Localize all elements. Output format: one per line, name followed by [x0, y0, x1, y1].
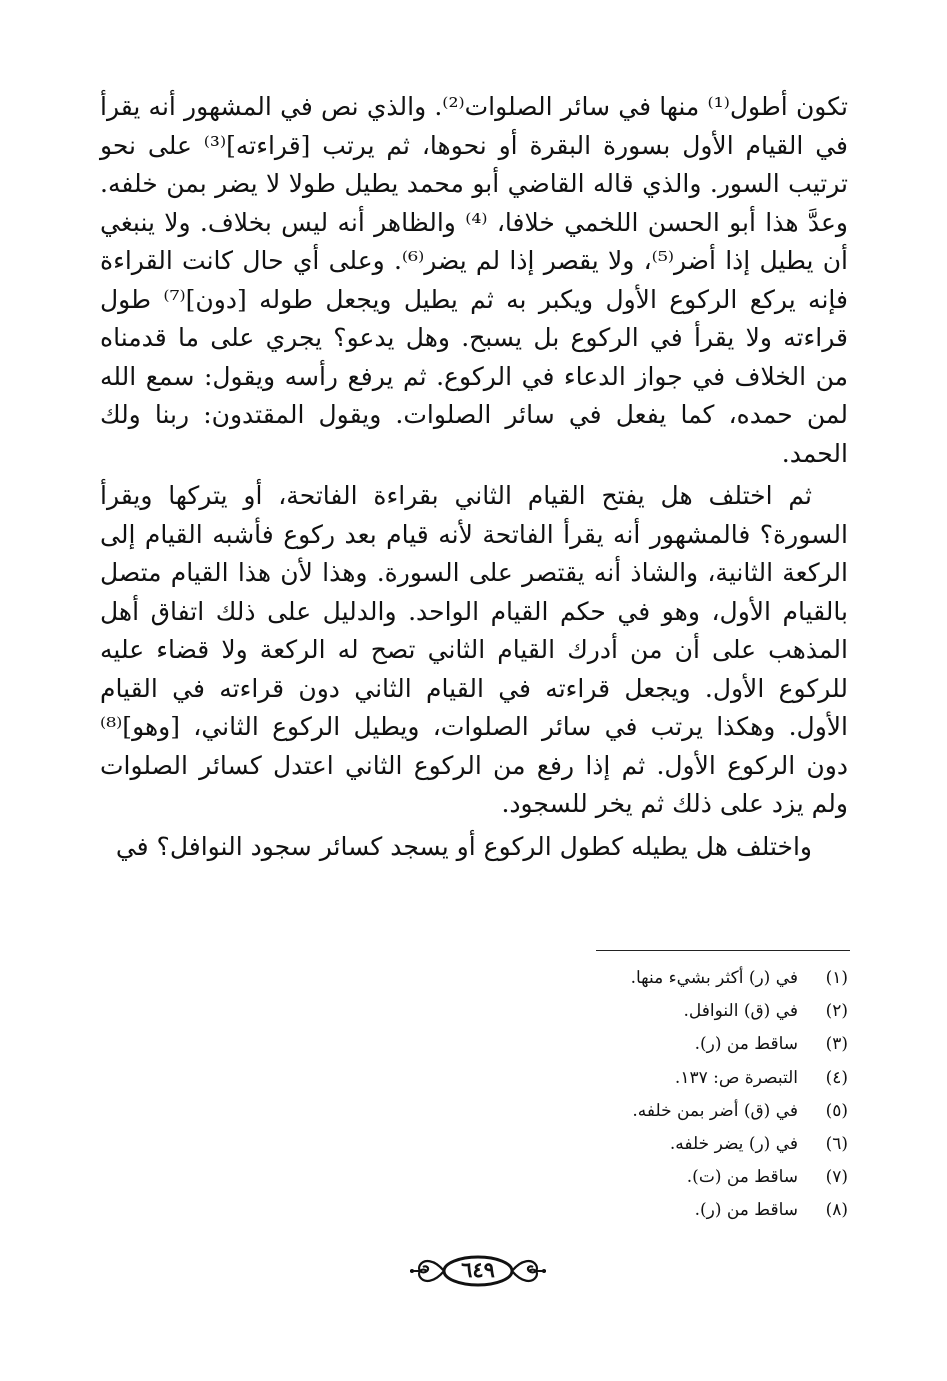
footnote-2: [300, 995, 848, 1028]
footnote-text: التبصرة ص: ١٣٧.: [674, 1067, 798, 1088]
footnote-number: (١): [825, 968, 848, 988]
footnote-number: (٦): [825, 1134, 848, 1155]
main-text: [100, 88, 848, 866]
paragraph-2: ثم اختلف هل يفتح القيام الثاني بقراءة الفاتحة، أو يتركها ويقرأ السورة؟ فالمشهور أنه يقرأ الفاتحة لأنه قيام بعد ركوع فأشبه القيام إلى الركعة الثانية، والشاذ أنه يقتصر على السورة. وهذا لأن هذا القيام متصل بالقيام الأول، وهو في حكم القيام الواحد. والدليل على ذلك اتفاق أهل المذهب على أن من أدرك القيام الثاني تصح له الركعة ولا قضاء عليه للركوع الأول. ويجعل قراءته في القيام الثاني دون قراءته في القيام الأول. وهكذا يرتب في سائر الصلوات، ويطيل الركوع الثاني، [وهو]⁽⁸⁾ دون الركوع الأول. ثم إذا رفع من الركوع الثاني اعتدل كسائر الصلوات ولم يزد على ذلك ثم يخر للسجود.: [100, 481, 848, 818]
footnote-number: (٧): [825, 1167, 848, 1188]
footnote-8: [300, 1194, 848, 1227]
footnote-number: (٨): [825, 1200, 848, 1221]
footnote-text: في (ق) أضر بمن خلفه.: [632, 1100, 798, 1121]
footnote-separator: [596, 950, 850, 951]
footnote-5: [300, 1095, 848, 1128]
footnote-text: في (ر) أكثر بشيء منها.: [630, 968, 798, 988]
footnote-number: (٢): [825, 1001, 848, 1022]
footnotes: [300, 962, 848, 1228]
paragraph-1: تكون أطول⁽¹⁾ منها في سائر الصلوات⁽²⁾. والذي نص في المشهور أنه يقرأ في القيام الأول بسورة البقرة أو نحوها، ثم يرتب [قراءته]⁽³⁾ على نحو ترتيب السور. والذي قاله القاضي أبو محمد يطيل طولا لا يضر بمن خلفه. وعدَّ هذا أبو الحسن اللخمي خلافا، ⁽⁴⁾ والظاهر أنه ليس بخلاف. ولا ينبغي أن يطيل إذا أضر⁽⁵⁾، ولا يقصر إذا لم يضر⁽⁶⁾. وعلى أي حال كانت القراءة فإنه يركع الركوع الأول ويكبر به ثم يطيل ويجعل طوله [دون]⁽⁷⁾ طول قراءته ولا يقرأ في الركوع بل يسبح. وهل يدعو؟ يجري على ما قدمناه من الخلاف في جواز الدعاء في الركوع. ثم يرفع رأسه ويقول: سمع الله لمن حمده، كما يفعل في سائر الصلوات. ويقول المقتدون: ربنا ولك الحمد.: [100, 92, 848, 468]
footnote-4: [300, 1062, 848, 1095]
footnote-text: في (ق) النوافل.: [683, 1001, 798, 1022]
footnote-text: ساقط من (ر).: [694, 1200, 798, 1221]
footnote-6: [300, 1128, 848, 1161]
footnote-text: ساقط من (ت).: [686, 1167, 798, 1188]
footnote-number: (٣): [825, 1034, 848, 1055]
footnote-3: [300, 1028, 848, 1061]
paragraph-3: واختلف هل يطيله كطول الركوع أو يسجد كسائر سجود النوافل؟ في: [115, 831, 812, 861]
footnote-number: (٥): [825, 1100, 848, 1121]
footnote-text: في (ر) يضر خلفه.: [669, 1134, 798, 1155]
footnote-7: [300, 1161, 848, 1194]
page-number: ٦٤٩: [461, 1257, 495, 1282]
footnote-1: [300, 962, 848, 995]
footnote-text: ساقط من (ر).: [694, 1034, 798, 1055]
page-number-ornament: [408, 1251, 548, 1291]
footnote-number: (٤): [825, 1067, 848, 1088]
